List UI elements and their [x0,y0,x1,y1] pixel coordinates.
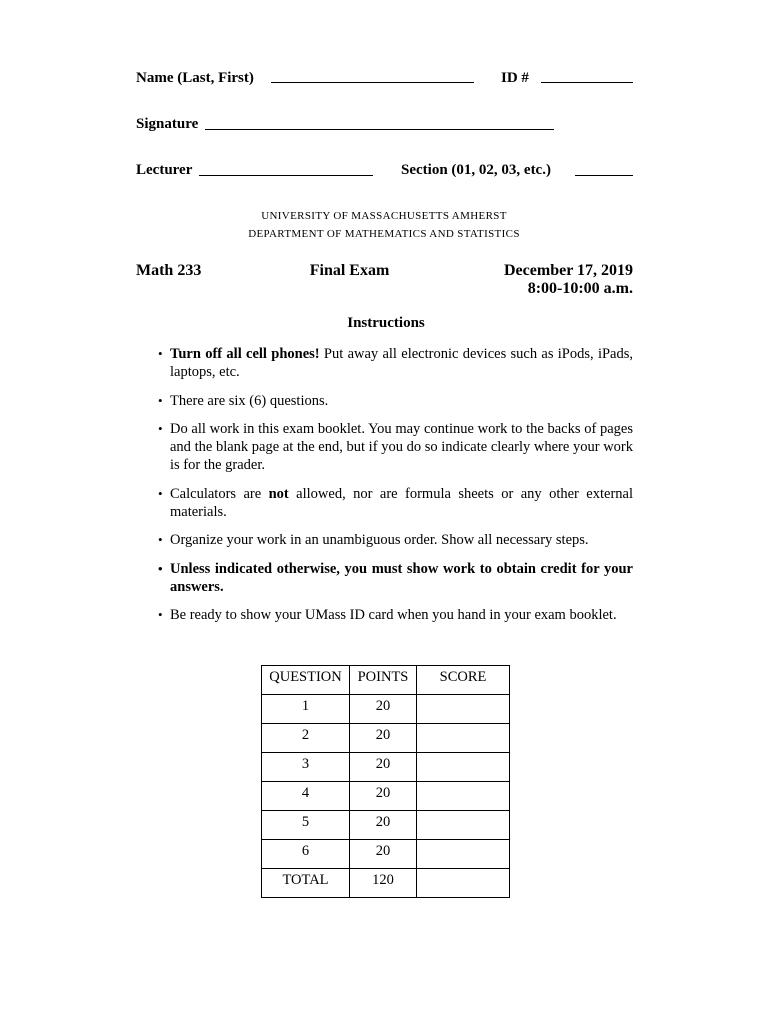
instruction-text: allowed, nor are formula sheets or any other external materials. [170,485,633,520]
instruction-item [170,392,633,410]
section-field-line [575,175,633,176]
instruction-item [170,420,633,474]
instructions-heading: Instructions [347,315,425,331]
lecturer-field-line [199,175,373,176]
instruction-item [170,485,633,521]
course-name: Math 233 [136,262,202,279]
instruction-item [170,560,633,596]
total-score-cell [417,869,510,898]
table-total-row [262,869,510,898]
id-label: ID # [501,70,529,86]
score-cell [417,782,510,811]
instruction-text: Organize your work in an unambiguous order. Show all necessary steps. [170,532,589,548]
id-field-line [541,82,633,83]
instruction-item [170,606,633,624]
table-row [262,840,510,869]
score-cell [417,811,510,840]
question-number: 1 [262,695,350,724]
question-points: 20 [350,840,417,869]
department-name: DEPARTMENT OF MATHEMATICS AND STATISTICS [248,228,520,240]
score-cell [417,724,510,753]
table-row [262,782,510,811]
table-header-row [262,666,510,695]
table-row [262,811,510,840]
question-number: 4 [262,782,350,811]
question-points: 20 [350,724,417,753]
instruction-text: Be ready to show your UMass ID card when you hand in your exam booklet. [170,607,617,623]
question-number: 3 [262,753,350,782]
instruction-emphasis: Unless indicated otherwise, you must show work to obtain credit for your answers. [170,560,633,595]
exam-title: Final Exam [309,262,390,279]
header-points: POINTS [350,666,417,695]
signature-field-line [205,129,554,130]
exam-time: 8:00-10:00 a.m. [527,280,633,297]
instruction-emphasis: Turn off all cell phones! [170,346,320,362]
instruction-text: Put away all electronic devices such as iPods, iPads, laptops, etc. [170,346,633,380]
question-points: 20 [350,695,417,724]
question-number: 6 [262,840,350,869]
total-points: 120 [350,869,417,898]
question-number: 5 [262,811,350,840]
instructions-list [170,345,633,635]
question-points: 20 [350,753,417,782]
signature-label: Signature [136,116,199,132]
instruction-emphasis: not [268,485,289,502]
table-row [262,695,510,724]
lecturer-label: Lecturer [136,162,193,178]
name-label: Name (Last, First) [136,70,254,86]
exam-date: December 17, 2019 [504,262,633,279]
score-cell [417,840,510,869]
name-field-line [271,82,474,83]
instruction-text: There are six (6) questions. [170,392,329,409]
score-table [261,665,510,898]
instruction-item [170,531,633,549]
table-row [262,724,510,753]
question-points: 20 [350,811,417,840]
question-points: 20 [350,782,417,811]
header-question: QUESTION [262,666,350,695]
section-label: Section (01, 02, 03, etc.) [401,162,551,178]
score-cell [417,753,510,782]
total-label: TOTAL [262,869,350,898]
question-number: 2 [262,724,350,753]
score-cell [417,695,510,724]
table-row [262,753,510,782]
instruction-text: Do all work in this exam booklet. You may continue work to the backs of pages and the blank page at the end, but if you do so indicate clearly where your work is for the grader. [170,421,633,473]
header-score: SCORE [417,666,510,695]
instruction-text: Calculators are [170,485,269,502]
instruction-item [170,345,633,381]
university-name: UNIVERSITY OF MASSACHUSETTS AMHERST [261,210,507,222]
